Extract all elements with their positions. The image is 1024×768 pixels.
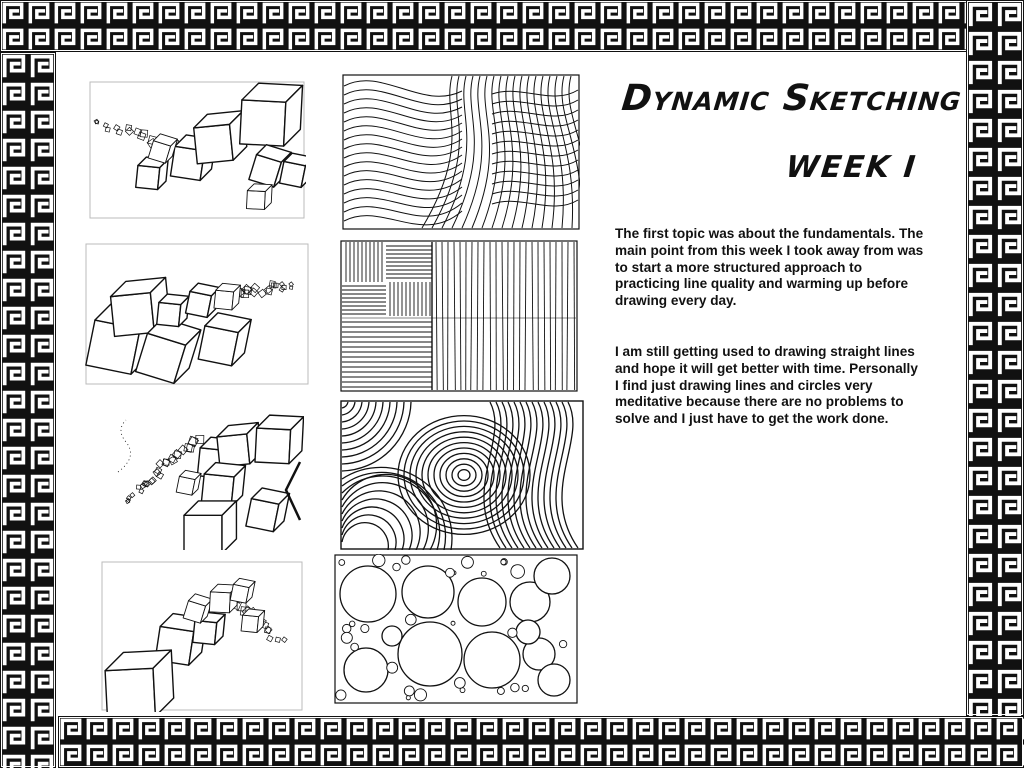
decorative-border-right xyxy=(966,0,1024,716)
cube-sketch-4 xyxy=(100,560,304,712)
paragraph-reflection: I am still getting used to drawing straight lines and hope it will get better with time. Personally I find just drawing lines and circles very meditative because there are no problems to solve and I just have to get the work done. xyxy=(615,344,918,427)
week-label: WEEK I xyxy=(784,150,919,185)
curved-lines-sketch xyxy=(340,400,584,550)
cube-sketch-2 xyxy=(84,242,310,386)
wavy-lines-sketch xyxy=(342,74,580,230)
straight-lines-sketch xyxy=(340,240,578,392)
cube-sketch-3 xyxy=(78,402,304,550)
circles-sketch xyxy=(334,554,578,704)
cube-sketch-1 xyxy=(88,80,306,220)
decorative-border-bottom xyxy=(58,716,1024,768)
paragraph-fundamentals: The first topic was about the fundamentals. The main point from this week I took away from was to start a more structured approach to practicing line quality and warming up before drawing every day. xyxy=(615,226,924,309)
page-title: Dynamic Sketching xyxy=(619,78,964,119)
decorative-border-left xyxy=(0,52,56,768)
decorative-border-top xyxy=(0,0,1024,52)
